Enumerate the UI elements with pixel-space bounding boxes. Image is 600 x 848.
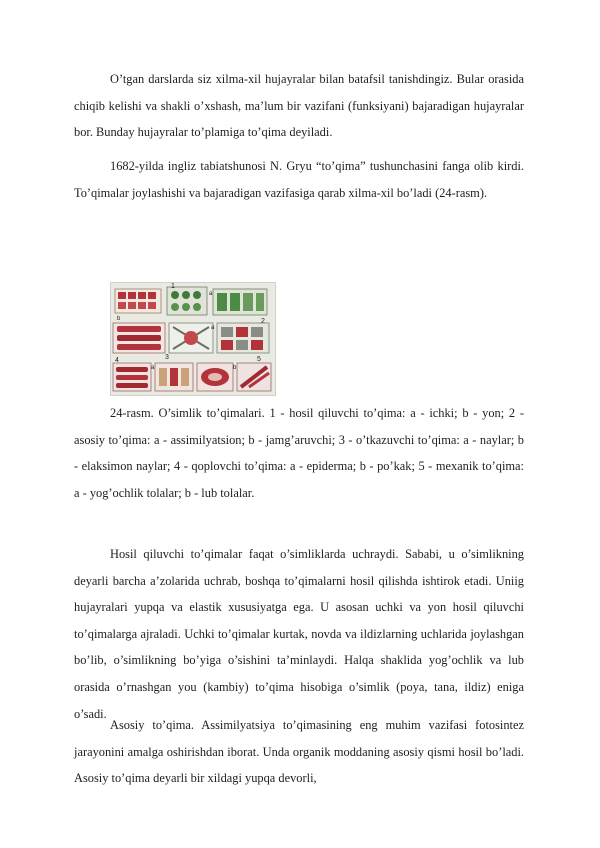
tissue-cells-5a [113,363,151,391]
paragraph-history: 1682-yilda ingliz tabiatshunosi N. Gryu “to’qima” tushunchasini fanga olib kirdi. To’qimalar joylashishi va bajaradigan vazifasiga qarab xilma-xil bo’ladi (24-rasm). [74,159,524,200]
figure-label: 1 [171,283,175,290]
tissue-cells-3b [169,323,213,353]
figure-label: b [117,316,121,322]
tissue-cells-5d [237,363,271,391]
figure-label: b [233,365,237,371]
tissue-cells-5b [155,363,193,391]
figure-label: 5 [257,356,261,363]
tissue-cells-1a [115,289,161,313]
paragraph-ground-tissue: Asosiy to’qima. Assimilyatsiya to’qimasining eng muhim vazifasi fotosintez jarayonini amalga oshirishdan iborat. Unda organik moddaning asosiy qismi hosil bo’ladi. Asosiy to’qima deyarli bir xildagi yupqa devorli, [74,718,524,786]
figure-caption: 24-rasm. O’simlik to’qimalari. 1 - hosil qiluvchi to’qima: a - ichki; b - yon; 2 - asosiy to’qima: a - assimilyatsion; b - jamg’aruvchi; 3 - o’tkazuvchi to’qima: a - naylar; b - elaksimon naylar; 4 - qoplovchi to’qima: a - epiderma; b - po’kak; 5 - mexanik to’qima: a - yog’ochlik tolalar; b - lub tolalar. [74,406,524,500]
tissue-cells-4 [217,323,269,353]
figure-label: a [211,325,215,331]
paragraph-meristem: Hosil qiluvchi to’qimalar faqat o’simliklarda uchraydi. Sababi, u o’simlikning deyarli barcha a’zolarida uchrab, boshqa to’qimalarni hosil qilishda ishtirok etadi. Uniig hujayralari yupqa va elastik xususiyatga ega. U asosan uchki va yon hosil qiluvchi to’qimalarga ajraladi. Uchki to’qimalar kurtak, novda va ildizlarning uchlarida joylashgan bo’lib, o’simlikning bo’yiga o’sishini ta’minlaydi. Halqa shaklida yog’ochlik va lub orasida o’rnashgan you (kambiy) to’qima hisobiga o’simlik (poya, tana, ildiz) eniga o’sadi. [74,547,524,721]
figure-label: a [151,365,155,371]
tissue-cells-3a [113,323,165,353]
figure-label: 2 [261,318,265,325]
tissue-cells-1b [167,287,207,315]
figure-label: 4 [115,357,119,364]
paragraph-intro: O’tgan darslarda siz xilma-xil hujayralar bilan batafsil tanishdingiz. Bular orasida chiqib kelishi va shakli o’xshash, ma’lum bir vazifani (funksiyani) bajaradigan hujayralar bor. Bunday hujayralar to’plamiga to’qima deyiladi. [74,72,524,140]
figure-label: 3 [165,354,169,361]
figure-label: a [209,291,213,297]
tissue-cells-5c [197,363,233,391]
plant-tissues-figure [110,282,276,396]
tissue-cells-2a [213,289,267,315]
